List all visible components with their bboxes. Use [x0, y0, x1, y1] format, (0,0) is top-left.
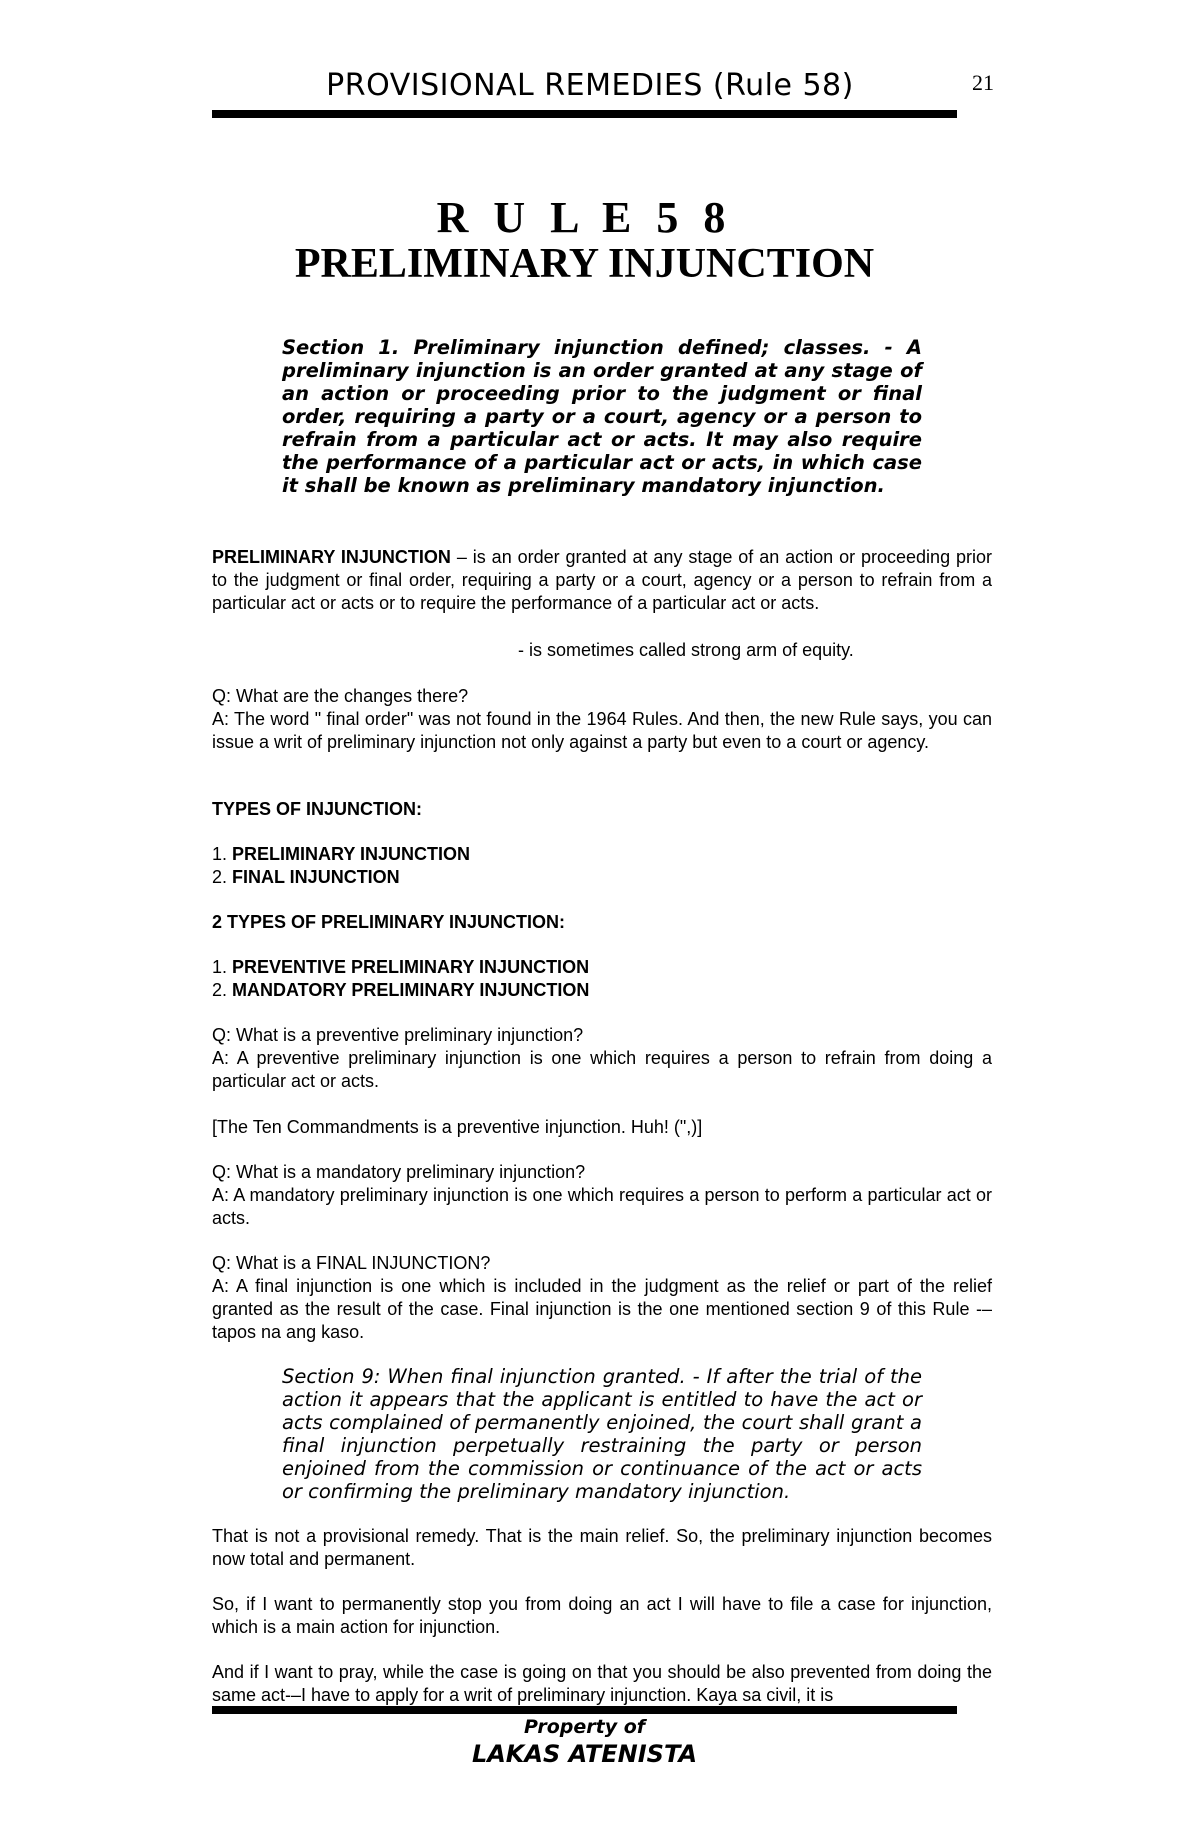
question-preventive: Q: What is a preventive preliminary injunction? — [212, 1025, 584, 1045]
types-item-1 — [212, 843, 470, 866]
prelim-types-item-1 — [212, 956, 589, 979]
list-number: 1. — [212, 957, 233, 977]
list-label: MANDATORY PRELIMINARY INJUNCTION — [232, 980, 590, 1000]
header-divider — [212, 110, 957, 118]
rule-title: PRELIMINARY INJUNCTION — [294, 241, 875, 287]
footer-divider — [212, 1706, 957, 1714]
question-final: Q: What is a FINAL INJUNCTION? — [212, 1253, 491, 1273]
footer-owner: LAKAS ATENISTA — [471, 1740, 698, 1768]
ten-commandments-note: [The Ten Commandments is a preventive injunction. Huh! (",)] — [212, 1117, 703, 1137]
running-header-title: PROVISIONAL REMEDIES (Rule 58) — [326, 68, 854, 103]
list-number: 2. — [212, 867, 233, 887]
types-heading: TYPES OF INJUNCTION: — [212, 799, 423, 819]
definition-paragraph — [212, 546, 992, 615]
definition-note: - is sometimes called strong arm of equity. — [518, 640, 854, 660]
list-label: PRELIMINARY INJUNCTION — [232, 844, 471, 864]
list-number: 1. — [212, 844, 233, 864]
answer-mandatory: A: A mandatory preliminary injunction is one which requires a person to perform a particular act or acts. — [212, 1185, 992, 1228]
list-label: FINAL INJUNCTION — [232, 867, 400, 887]
answer-changes: A: The word " final order" was not found in the 1964 Rules. And then, the new Rule says, you can issue a writ of preliminary injunction not only against a party but even to a court or agency. — [212, 709, 992, 752]
answer-final: A: A final injunction is one which is included in the judgment as the relief or part of the relief granted as the result of the case. Final injunction is the one mentioned section 9 of this Rule -– tapos na ang kaso. — [212, 1276, 992, 1342]
paragraph-permanent-stop: So, if I want to permanently stop you from doing an act I will have to file a case for injunction, which is a main action for injunction. — [212, 1594, 992, 1637]
list-number: 2. — [212, 980, 233, 1000]
paragraph-main-relief: That is not a provisional remedy. That is the main relief. So, the preliminary injunction becomes now total and permanent. — [212, 1526, 992, 1569]
definition-term: PRELIMINARY INJUNCTION — [212, 547, 451, 567]
paragraph-writ: And if I want to pray, while the case is going on that you should be also prevented from doing the same act-–I have to apply for a writ of preliminary injunction. Kaya sa civil, it is — [212, 1662, 992, 1705]
prelim-types-heading: 2 TYPES OF PRELIMINARY INJUNCTION: — [212, 912, 566, 932]
answer-preventive: A: A preventive preliminary injunction is one which requires a person to refrain from doing a particular act or acts. — [212, 1048, 992, 1091]
page-number: 21 — [972, 70, 994, 95]
definition-text: – is an order granted at any stage of an action or proceeding prior to the judgment or final order, requiring a party or a court, agency or a person to refrain from a particular act or acts or to require the performance of a particular act or acts. — [212, 547, 992, 613]
section-1-provision: Section 1. Preliminary injunction defined; classes. - A preliminary injunction is an order granted at any stage of an action or proceeding prior to the judgment or final order, requiring a party or a court, agency or a person to refrain from a particular act or acts. It may also require the performance of a particular act or acts, in which case it shall be known as preliminary mandatory injunction. — [282, 336, 922, 497]
prelim-types-item-2 — [212, 979, 589, 1002]
section-9-provision: Section 9: When final injunction granted. - If after the trial of the action it appears that the applicant is entitled to have the act or acts complained of permanently enjoined, the court shall grant a final injunction perpetually restraining the party or person enjoined from the commission or continuance of the act or acts or confirming the preliminary mandatory injunction. — [282, 1365, 922, 1503]
question-mandatory: Q: What is a mandatory preliminary injunction? — [212, 1162, 586, 1182]
list-label: PREVENTIVE PRELIMINARY INJUNCTION — [232, 957, 590, 977]
footer-property-of: Property of — [523, 1716, 646, 1738]
question-changes: Q: What are the changes there? — [212, 686, 469, 706]
types-item-2 — [212, 866, 400, 889]
rule-number: R U L E 5 8 — [436, 193, 733, 242]
